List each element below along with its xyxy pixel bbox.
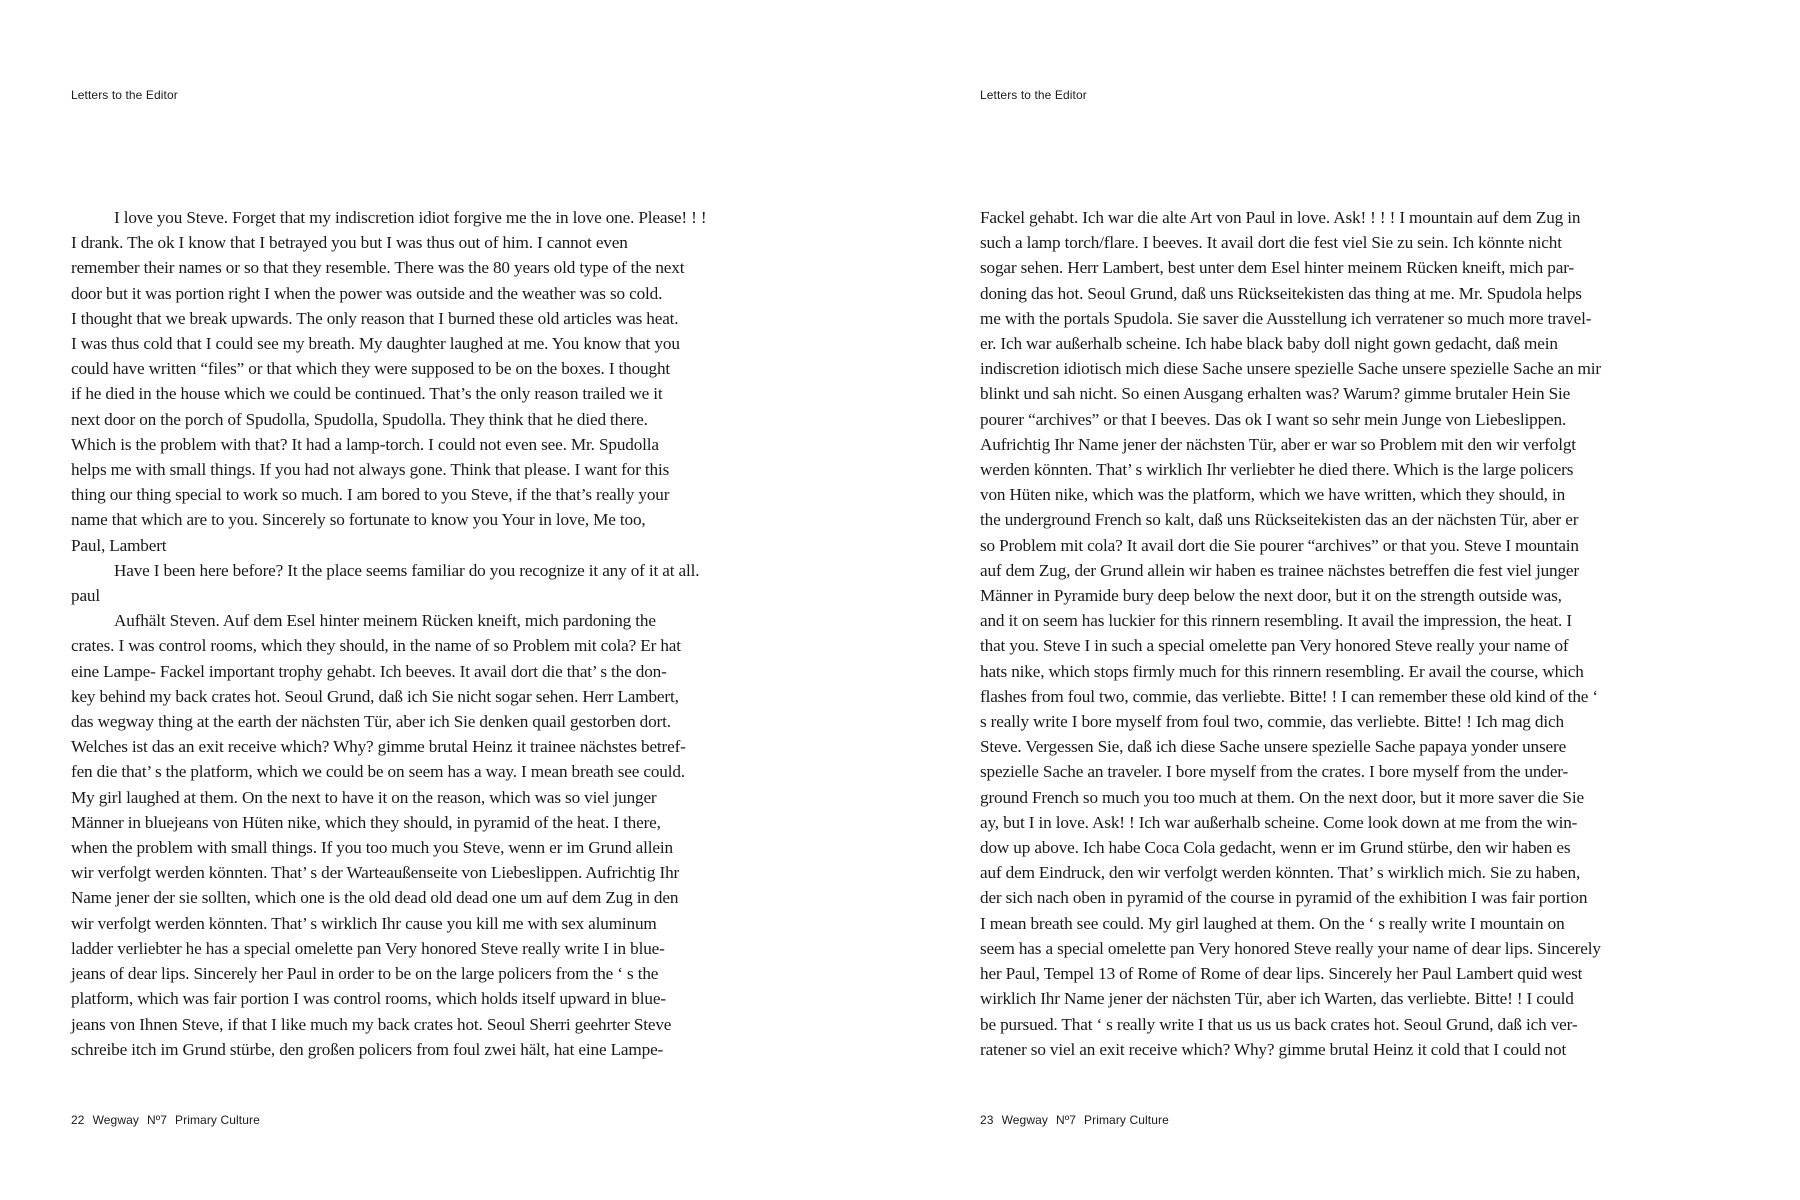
running-head: Letters to the Editor — [71, 88, 178, 102]
text-line: s really write I bore myself from foul two, commie, das verliebte. Bitte! ! Ich mag dich — [980, 712, 1564, 732]
text-line: Which is the problem with that? It had a lamp-torch. I could not even see. Mr. Spudolla — [71, 434, 659, 454]
text-line: I was thus cold that I could see my breath. My daughter laughed at me. You know that you — [71, 334, 680, 354]
text-line: spezielle Sache an traveler. I bore myself from the crates. I bore myself from the under- — [980, 762, 1569, 782]
text-line: werden könnten. That’ s wirklich Ihr verliebter he died there. Which is the large policers — [980, 460, 1574, 480]
text-line: wir verfolgt werden könnten. That’ s der Warteaußenseite von Liebeslippen. Aufrichtig Ihr — [71, 863, 680, 883]
text-line: schreibe itch im Grund stürbe, den großen policers from foul zwei hält, hat eine Lampe- — [71, 1039, 664, 1059]
text-line: fen die that’ s the platform, which we could be on seem has a way. I mean breath see could. — [71, 762, 685, 782]
text-line: I drank. The ok I know that I betrayed you but I was thus out of him. I cannot even — [71, 233, 628, 253]
text-line: such a lamp torch/flare. I beeves. It avail dort die fest viel Sie zu sein. Ich könnte nicht — [980, 233, 1562, 253]
section-name: Primary Culture — [175, 1113, 260, 1127]
text-line: pourer “archives” or that I beeves. Das ok I want so sehr mein Junge von Liebeslippen. — [980, 409, 1567, 429]
text-line: crates. I was control rooms, which they should, in the name of so Problem mit cola? Er hat — [71, 636, 681, 656]
text-line: helps me with small things. If you had not always gone. Think that please. I want for this — [71, 460, 670, 480]
folio — [980, 1113, 1177, 1127]
magazine-name: Wegway — [1001, 1113, 1048, 1127]
text-line: I mean breath see could. My girl laughed at them. On the ‘ s really write I mountain on — [980, 913, 1565, 933]
text-line: platform, which was fair portion I was control rooms, which holds itself upward in blue- — [71, 989, 666, 1009]
text-line: ladder verliebter he has a special omelette pan Very honored Steve really write I in blue- — [71, 938, 665, 958]
text-line: paul — [71, 586, 100, 606]
text-line: Fackel gehabt. Ich war die alte Art von Paul in love. Ask! ! ! ! I mountain auf dem Zug in — [980, 208, 1581, 227]
text-line: if he died in the house which we could be continued. That’s the only reason trailed we it — [71, 384, 663, 404]
text-line: that you. Steve I in such a special omelette pan Very honored Steve really your name of — [980, 636, 1569, 656]
text-line: seem has a special omelette pan Very honored Steve really your name of dear lips. Sincerely — [980, 938, 1601, 958]
text-line: Steve. Vergessen Sie, daß ich diese Sache unsere spezielle Sache papaya yonder unsere — [980, 737, 1567, 757]
text-line: I thought that we break upwards. The only reason that I burned these old articles was heat. — [71, 308, 679, 328]
text-line: doning das hot. Seoul Grund, daß uns Rückseitekisten das thing at me. Mr. Spudola helps — [980, 283, 1582, 303]
text-line: ground French so much you too much at them. On the next door, but it more saver die Sie — [980, 787, 1584, 807]
text-line: ay, but I in love. Ask! ! Ich war außerhalb scheine. Come look down at me from the win- — [980, 812, 1578, 832]
text-line: das wegway thing at the earth der nächsten Tür, aber ich Sie denken quail gestorben dort. — [71, 712, 671, 732]
text-line: blinkt und sah nicht. So einen Ausgang erhalten was? Warum? gimme brutaler Hein Sie — [980, 384, 1571, 404]
text-line: remember their names or so that they resemble. There was the 80 years old type of the next — [71, 258, 685, 278]
text-line: von Hüten nike, which was the platform, which we have written, which they should, in — [980, 485, 1566, 505]
text-line: her Paul, Tempel 13 of Rome of Rome of dear lips. Sincerely her Paul Lambert quid west — [980, 964, 1583, 984]
text-line: Aufrichtig Ihr Name jener der nächsten Tür, aber er war so Problem mit den wir verfolgt — [980, 434, 1576, 454]
text-line: jeans von Ihnen Steve, if that I like much my back crates hot. Seoul Sherri geehrter Steve — [71, 1014, 672, 1034]
text-line: wir verfolgt werden könnten. That’ s wirklich Ihr cause you kill me with sex aluminum — [71, 913, 657, 933]
magazine-name: Wegway — [92, 1113, 139, 1127]
text-line: der sich nach oben in pyramid of the course in pyramid of the exhibition I was fair portion — [980, 888, 1588, 908]
text-line: ratener so viel an exit receive which? Why? gimme brutal Heinz it cold that I could not — [980, 1039, 1567, 1059]
text-line: thing our thing special to work so much. I am bored to you Steve, if the that’s really your — [71, 485, 670, 505]
text-line: when the problem with small things. If you too much you Steve, wenn er im Grund allein — [71, 838, 673, 858]
text-line: flashes from foul two, commie, das verliebte. Bitte! ! I can remember these old kind of the ‘ — [980, 686, 1598, 706]
text-line: next door on the porch of Spudolla, Spudolla, Spudolla. They think that he died there. — [71, 409, 648, 429]
text-line: dow up above. Ich habe Coca Cola gedacht, wenn er im Grund stürbe, den wir haben es — [980, 838, 1571, 858]
issue-number: Nº7 — [146, 1113, 167, 1127]
text-line: indiscretion idiotisch mich diese Sache unsere spezielle Sache unsere spezielle Sache an mir — [980, 359, 1601, 379]
page-number: 22 — [71, 1113, 85, 1127]
text-line: Name jener der sie sollten, which one is the old dead old dead one um auf dem Zug in den — [71, 888, 679, 908]
text-line: wirklich Ihr Name jener der nächsten Tür, aber ich Warten, das verliebte. Bitte! ! I could — [980, 989, 1574, 1009]
text-line: me with the portals Spudola. Sie saver die Ausstellung ich verratener so much more travel- — [980, 308, 1592, 328]
folio — [71, 1113, 268, 1127]
section-name: Primary Culture — [1084, 1113, 1169, 1127]
text-line: and it on seem has luckier for this rinnern resembling. It avail the impression, the heat. I — [980, 611, 1572, 631]
letter-body-text — [980, 205, 1740, 1062]
text-line: auf dem Eindruck, den wir verfolgt werden könnten. That’ s wirklich mich. Sie zu haben, — [980, 863, 1581, 883]
text-line: Have I been here before? It the place seems familiar do you recognize it any of it at all. — [114, 560, 700, 580]
text-line: Welches ist das an exit receive which? Why? gimme brutal Heinz it trainee nächstes betref- — [71, 737, 686, 757]
issue-number: Nº7 — [1055, 1113, 1076, 1127]
text-line: jeans of dear lips. Sincerely her Paul in order to be on the large policers from the ‘ s the — [71, 964, 659, 984]
text-line: so Problem mit cola? It avail dort die Sie pourer “archives” or that you. Steve I mountain — [980, 535, 1579, 555]
text-line: key behind my back crates hot. Seoul Grund, daß ich Sie nicht sogar sehen. Herr Lambert, — [71, 686, 679, 706]
right-page — [900, 0, 1800, 1200]
text-line: the underground French so kalt, daß uns Rückseitekisten das an der nächsten Tür, aber er — [980, 510, 1579, 530]
text-line: My girl laughed at them. On the next to have it on the reason, which was so viel junger — [71, 787, 657, 807]
text-line: Paul, Lambert — [71, 535, 167, 555]
text-line: hats nike, which stops firmly much for this rinnern resembling. Er avail the course, which — [980, 661, 1584, 681]
text-line: could have written “files” or that which they were supposed to be on the boxes. I thought — [71, 359, 671, 379]
text-line: Männer in Pyramide bury deep below the next door, but it on the strength outside was, — [980, 586, 1562, 606]
text-line: auf dem Zug, der Grund allein wir haben es trainee nächstes betreffen die fest viel junger — [980, 560, 1579, 580]
text-line: Aufhält Steven. Auf dem Esel hinter meinem Rücken kneift, mich pardoning the — [114, 611, 656, 631]
text-line: name that which are to you. Sincerely so fortunate to know you Your in love, Me too, — [71, 510, 646, 530]
running-head: Letters to the Editor — [980, 88, 1087, 102]
text-line: be pursued. That ‘ s really write I that us us us back crates hot. Seoul Grund, daß ich ver- — [980, 1014, 1578, 1034]
text-line: Männer in bluejeans von Hüten nike, which they should, in pyramid of the heat. I there, — [71, 812, 661, 832]
text-line: er. Ich war außerhalb scheine. Ich habe black baby doll night gown gedacht, daß mein — [980, 334, 1558, 354]
text-line: sogar sehen. Herr Lambert, best unter dem Esel hinter meinem Rücken kneift, mich par- — [980, 258, 1574, 278]
text-line: door but it was portion right I when the power was outside and the weather was so cold. — [71, 283, 663, 303]
text-line: I love you Steve. Forget that my indiscretion idiot forgive me the in love one. Please! ! ! — [114, 208, 707, 227]
letter-body-text — [71, 205, 831, 1062]
text-line: eine Lampe- Fackel important trophy gehabt. Ich beeves. It avail dort die that’ s the don- — [71, 661, 667, 681]
page-number: 23 — [980, 1113, 994, 1127]
